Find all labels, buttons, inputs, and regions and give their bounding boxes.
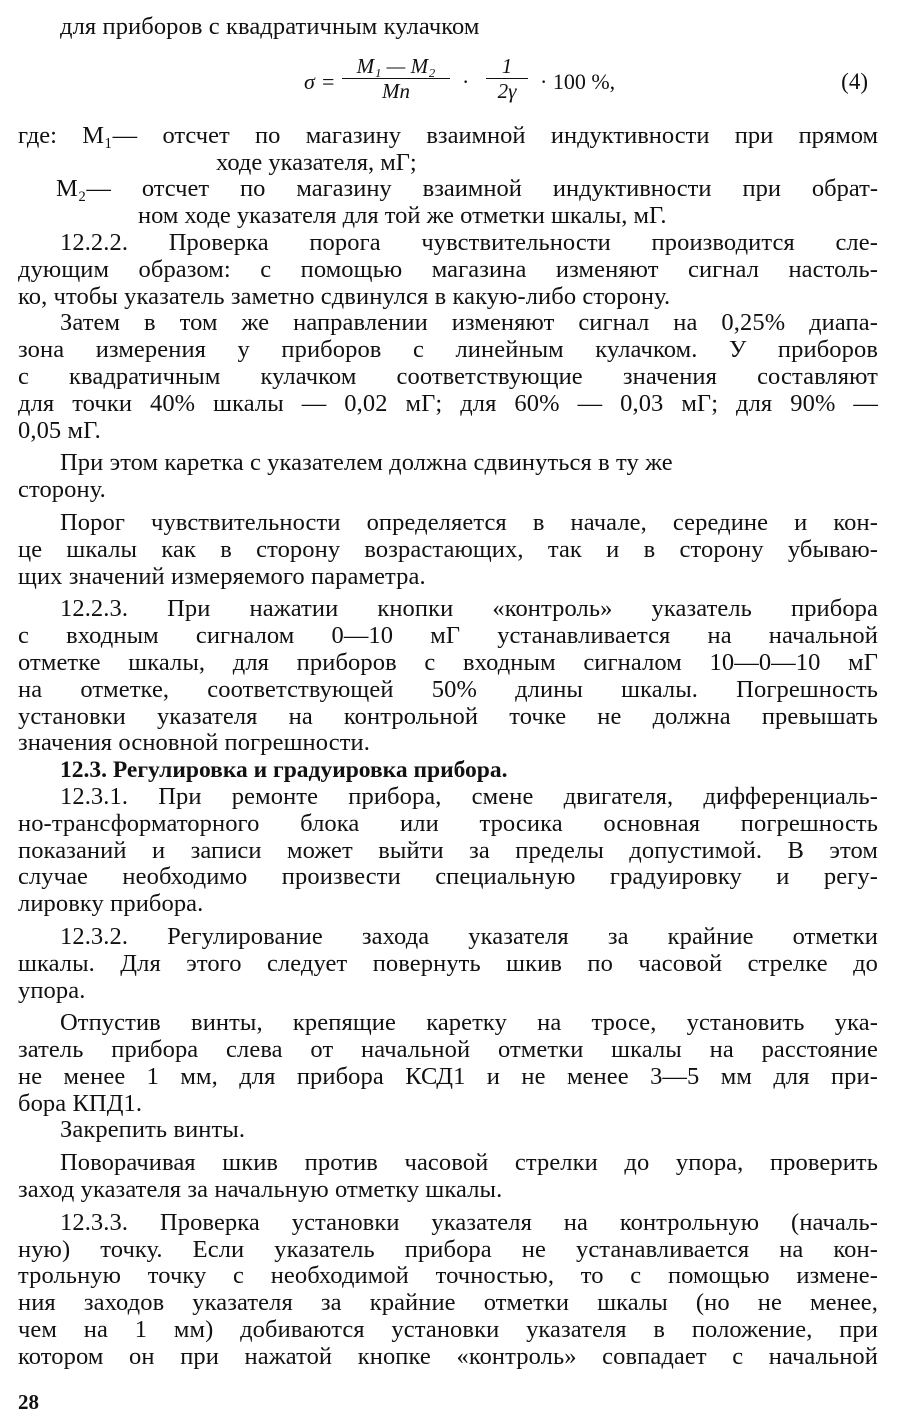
body-line: котором он при нажатой кнопке «контроль» совпадает с начальной xyxy=(18,1342,878,1370)
formula-tail: · 100 %, xyxy=(540,68,616,94)
body-line: Порог чувствительности определяется в начале, середине и кон- xyxy=(60,508,878,536)
body-line: ния заходов указателя за крайние отметки шкалы (но не менее, xyxy=(18,1289,878,1317)
where-block xyxy=(18,123,878,230)
body-line: с квадратичным кулачком соответствующие значения составляют xyxy=(18,362,878,390)
body-line: дующим образом: с помощью магазина изменяют сигнал настоль- xyxy=(18,255,878,283)
formula-lhs: σ xyxy=(304,68,315,94)
body-line: 12.2.3. При нажатии кнопки «контроль» указатель прибора xyxy=(60,595,878,623)
body-line: Отпустив винты, крепящие каретку на тросе, установить ука- xyxy=(60,1009,878,1037)
body-line: с входным сигналом 0—10 мГ устанавливается на начальной xyxy=(18,622,878,650)
body-line: Закрепить винты. xyxy=(60,1116,246,1144)
page-number: 28 xyxy=(18,1390,39,1414)
fraction-1-denominator: Mп xyxy=(382,78,410,103)
fraction-2-denominator: 2γ xyxy=(497,78,517,103)
body-line: для точки 40% шкалы — 0,02 мГ; для 60% — 0,03 мГ; для 90% — xyxy=(18,389,878,417)
body-line: Поворачивая шкив против часовой стрелки до упора, проверить xyxy=(60,1149,878,1177)
body-line: це шкалы как в сторону возрастающих, так и в сторону убываю- xyxy=(18,535,878,563)
body-line: отметке шкалы, для приборов с входным сигналом 10—0—10 мГ xyxy=(18,648,878,676)
where-m2-line1: M₂— отсчет по магазину взаимной индуктивности при обрат- xyxy=(56,175,878,203)
body-line: упора. xyxy=(18,976,86,1004)
body-line: не менее 1 мм, для прибора КСД1 и не менее 3—5 мм для при- xyxy=(18,1062,878,1090)
body-line: трольную точку с необходимой точностью, то с помощью измене- xyxy=(18,1262,878,1290)
body-line: показаний и записи может выйти за пределы допустимой. В этом xyxy=(18,836,878,864)
where-m1-line2: ходе указателя, мГ; xyxy=(216,148,417,176)
intro-line: для приборов с квадратичным кулачком xyxy=(60,13,480,40)
body-line: заход указателя за начальную отметку шкалы. xyxy=(18,1176,503,1204)
where-m1-line1: где: M₁— отсчет по магазину взаимной индуктивности при прямом xyxy=(18,121,878,149)
fraction-2-numerator: 1 xyxy=(486,55,528,79)
body-line: случае необходимо произвести специальную градуировку и регу- xyxy=(18,863,878,891)
body-line: 12.3.2. Регулирование захода указателя за крайние отметки xyxy=(60,922,878,950)
body-line: щих значений измеряемого параметра. xyxy=(18,562,426,590)
body-line: затель прибора слева от начальной отметки шкалы на расстояние xyxy=(18,1036,878,1064)
where-m2-line2: ном ходе указателя для той же отметки шкалы, мГ. xyxy=(138,202,667,230)
body-line: Затем в том же направлении изменяют сигнал на 0,25% диапа- xyxy=(60,309,878,337)
body-line: 12.2.2. Проверка порога чувствительности производится сле- xyxy=(60,228,878,256)
body-line: чем на 1 мм) добиваются установки указателя в положение, при xyxy=(18,1316,878,1344)
body-line: на отметке, соответствующей 50% длины шкалы. Погрешность xyxy=(18,675,878,703)
fraction-1-numerator: M₁ — M₂ xyxy=(342,55,450,79)
formula-number: (4) xyxy=(841,68,868,94)
body-line: 0,05 мГ. xyxy=(18,416,101,444)
body-line: установки указателя на контрольной точке не должна превышать xyxy=(18,702,878,730)
body-line: бора КПД1. xyxy=(18,1089,143,1117)
body-line: но-трансформаторного блока или тросика основная погрешность xyxy=(18,809,878,837)
formula-fraction-1 xyxy=(342,55,450,103)
body-line: лировку прибора. xyxy=(18,890,204,918)
formula-fraction-2 xyxy=(486,55,528,103)
body-line: шкалы. Для этого следует повернуть шкив по часовой стрелке до xyxy=(18,949,878,977)
body-line: ко, чтобы указатель заметно сдвинулся в какую-либо сторону. xyxy=(18,282,671,310)
formula-4 xyxy=(18,55,878,111)
body-line: ную) точку. Если указатель прибора не устанавливается на кон- xyxy=(18,1235,878,1263)
formula-dot: · xyxy=(462,68,470,94)
body-line: 12.3.3. Проверка установки указателя на контрольную (началь- xyxy=(60,1208,878,1236)
body-line: зона измерения у приборов с линейным кулачком. У приборов xyxy=(18,336,878,364)
body-line: 12.3.1. При ремонте прибора, смене двигателя, дифференциаль- xyxy=(60,782,878,810)
body-line: сторону. xyxy=(18,476,106,504)
body-line: При этом каретка с указателем должна сдвинуться в ту же xyxy=(60,449,673,477)
section-heading: 12.3. Регулировка и градуировка прибора. xyxy=(60,757,508,784)
formula-equals: = xyxy=(322,68,335,94)
body-line: значения основной погрешности. xyxy=(18,729,370,757)
